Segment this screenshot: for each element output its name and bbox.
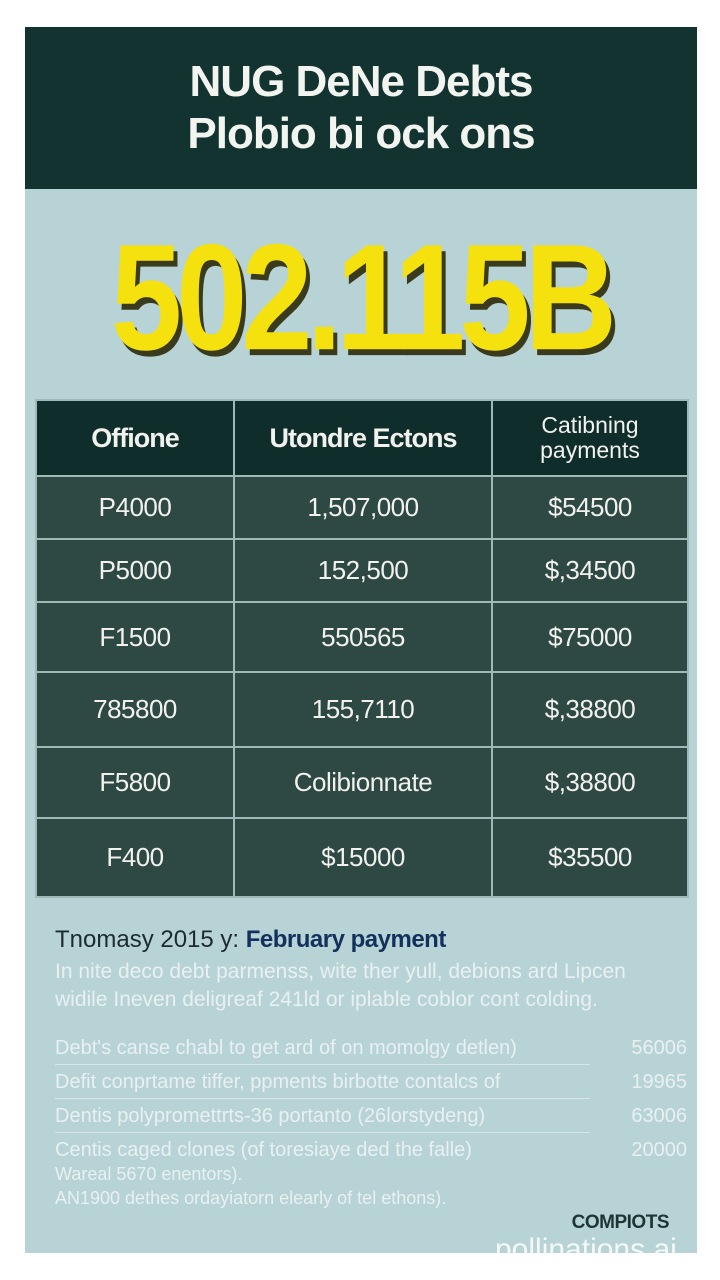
table-row [36,539,688,602]
summary-paragraph [55,958,695,1014]
divider [55,1132,590,1133]
table-cell: $54500 [492,476,688,539]
title-line-1: NUG DeNe Debts [189,57,533,106]
table-cell: 785800 [36,672,234,747]
table-cell: P5000 [36,539,234,602]
table-row [36,818,688,897]
table-cell: F5800 [36,747,234,818]
header-banner [25,27,697,189]
title-line-2: Plobio bi ock ons [187,109,535,158]
table-row [36,747,688,818]
table-cell: $75000 [492,602,688,672]
line-item-value: 56006 [631,1037,687,1059]
infographic-card [25,27,697,1253]
table-cell: $,34500 [492,539,688,602]
line-item-desc: Defit conprtame tiffer, ppments birbotte contalcs of [55,1071,501,1093]
table-cell: $15000 [234,818,492,897]
summary-label: Tnomasy 2015 y: [55,926,240,953]
table-row [36,476,688,539]
line-item-desc: Debt's canse chabl to get ard of on momolgy detlen) [55,1037,517,1059]
table-header-row [36,400,688,476]
line-item-value: 19965 [631,1071,687,1093]
table-cell: 155,7110 [234,672,492,747]
table-cell: F400 [36,818,234,897]
footnote: AN1900 dethes ordayiatorn elearly of tel ethons). [55,1188,447,1208]
table-cell: $,38800 [492,672,688,747]
paragraph-line: widile Ineven deligreaf 241ld or iplable coblor cont colding. [55,988,598,1011]
line-item [55,1105,687,1135]
table-cell: $35500 [492,818,688,897]
table-cell: 1,507,000 [234,476,492,539]
footnote: Wareal 5670 enentors). [55,1164,243,1184]
headline-value: 502.115B [110,213,612,383]
table-cell: $,38800 [492,747,688,818]
table-cell: Colibionnate [234,747,492,818]
column-header: Offione [36,400,234,476]
column-header: Utondre Ectons [234,400,492,476]
column-header: Catibning payments [492,400,688,476]
table-row [36,602,688,672]
line-item-desc: Dentis polypromettrts-36 portanto (26lorstydeng) [55,1105,486,1127]
line-item [55,1037,687,1067]
line-item-value: 20000 [631,1139,687,1161]
table-cell: 550565 [234,602,492,672]
debt-table [35,399,689,898]
line-item [55,1071,687,1101]
line-item-desc: Centis caged clones (of toresiaye ded the falle) [55,1139,472,1161]
table-cell: P4000 [36,476,234,539]
table-row [36,672,688,747]
summary-heading [55,926,446,954]
divider [55,1064,590,1065]
table-cell: 152,500 [234,539,492,602]
summary-accent: February payment [245,926,446,953]
divider [55,1098,590,1099]
line-item-value: 63006 [631,1105,687,1127]
brand-logo-text: COMPIOTS [571,1212,669,1233]
paragraph-line: In nite deco debt parmenss, wite ther yull, debions ard Lipcen [55,960,626,983]
table-cell: F1500 [36,602,234,672]
watermark: pollinations.ai [495,1233,677,1266]
